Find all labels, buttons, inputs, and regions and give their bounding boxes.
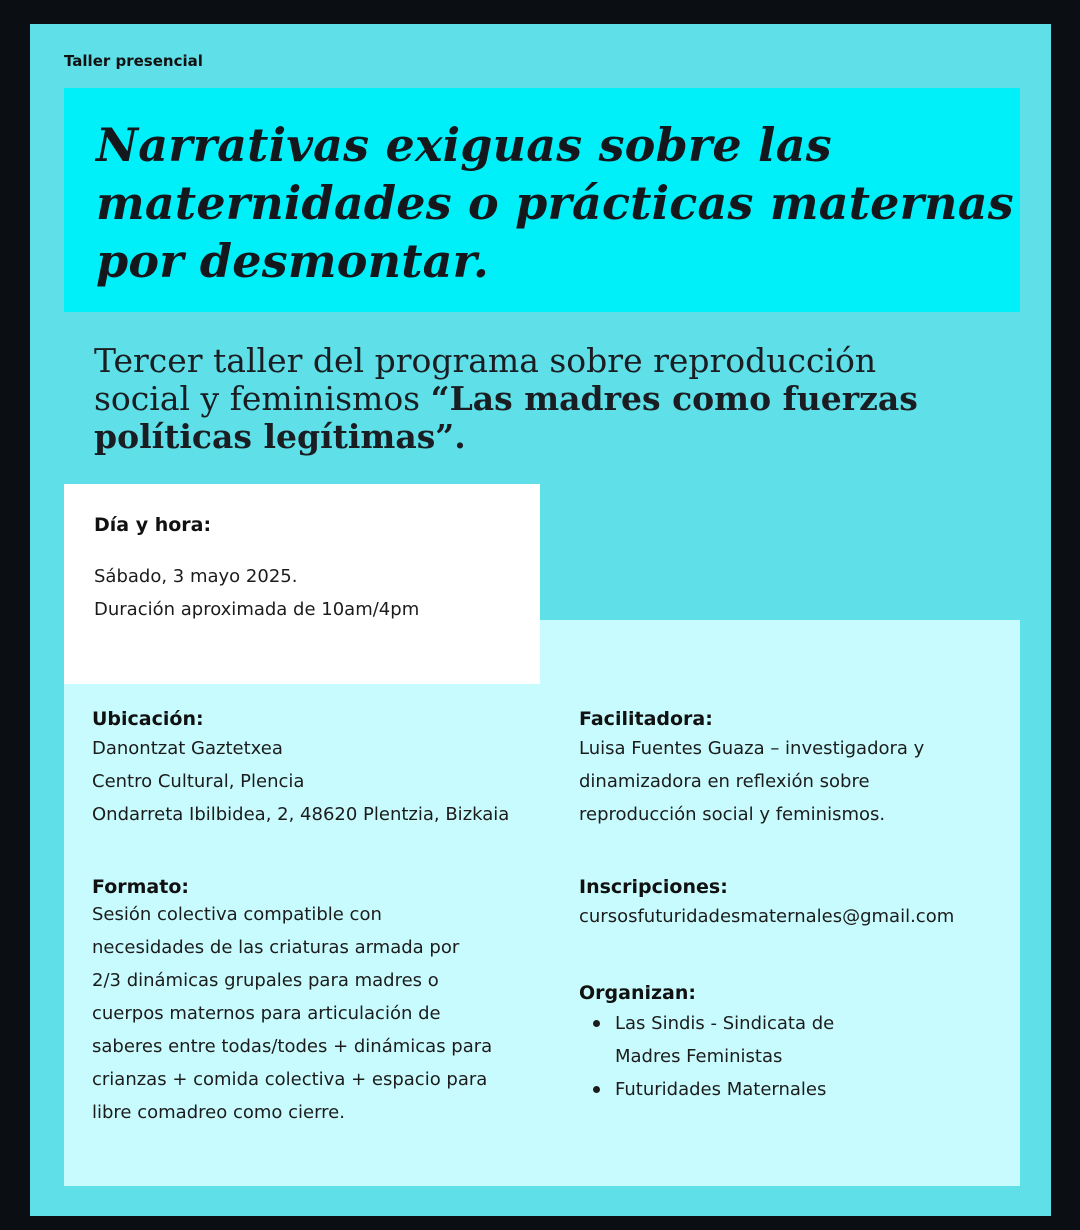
title-banner bbox=[64, 88, 1020, 312]
subtitle-line-2 bbox=[94, 380, 954, 418]
format-line: saberes entre todas/todes + dinámicas para bbox=[92, 1036, 493, 1057]
duration-line: Duración aproximada de 10am/4pm bbox=[94, 599, 420, 620]
location-section bbox=[92, 708, 562, 831]
subtitle-line-2-bold: “Las madres como fuerzas bbox=[430, 379, 918, 418]
bullet-icon bbox=[593, 1020, 600, 1027]
registration-label: Inscripciones: bbox=[579, 876, 728, 898]
organizer-item bbox=[579, 1007, 999, 1073]
format-line: Sesión colectiva compatible con bbox=[92, 904, 382, 925]
format-line: libre comadreo como cierre. bbox=[92, 1102, 345, 1123]
facilitator-line: dinamizadora en reflexión sobre bbox=[579, 771, 870, 792]
organizers-label: Organizan: bbox=[579, 982, 696, 1004]
eyebrow-label: Taller presencial bbox=[64, 52, 203, 70]
date-time-body bbox=[94, 560, 419, 626]
subtitle-line-2-plain: social y feminismos bbox=[94, 379, 431, 418]
subtitle-line-3-bold: políticas legítimas”. bbox=[94, 417, 466, 456]
registration-section bbox=[579, 876, 1019, 933]
organizers-section bbox=[579, 982, 999, 1106]
workshop-poster bbox=[30, 24, 1051, 1216]
facilitator-body bbox=[579, 732, 999, 831]
poster-title bbox=[96, 116, 1014, 290]
facilitator-line: Luisa Fuentes Guaza – investigadora y bbox=[579, 738, 925, 759]
date-line: Sábado, 3 mayo 2025. bbox=[94, 566, 298, 587]
date-time-label: Día y hora: bbox=[94, 514, 212, 536]
subtitle-line-1: Tercer taller del programa sobre reproducción bbox=[94, 341, 877, 380]
registration-email[interactable]: cursosfuturidadesmaternales@gmail.com bbox=[579, 906, 955, 927]
format-line: 2/3 dinámicas grupales para madres o bbox=[92, 970, 439, 991]
title-line-1: Narrativas exiguas sobre las bbox=[96, 118, 832, 172]
location-body bbox=[92, 732, 562, 831]
format-line: crianzas + comida colectiva + espacio para bbox=[92, 1069, 488, 1090]
location-line: Centro Cultural, Plencia bbox=[92, 771, 305, 792]
format-line: cuerpos maternos para articulación de bbox=[92, 1003, 441, 1024]
location-label: Ubicación: bbox=[92, 708, 204, 730]
location-line: Danontzat Gaztetxea bbox=[92, 738, 283, 759]
organizer-item bbox=[579, 1073, 999, 1106]
facilitator-label: Facilitadora: bbox=[579, 708, 713, 730]
organizer-line: Las Sindis - Sindicata de bbox=[615, 1013, 835, 1034]
organizer-line: Madres Feministas bbox=[615, 1046, 783, 1067]
format-label: Formato: bbox=[92, 876, 189, 898]
format-line: necesidades de las criaturas armada por bbox=[92, 937, 460, 958]
location-line: Ondarreta Ibilbidea, 2, 48620 Plentzia, Bizkaia bbox=[92, 804, 510, 825]
facilitator-section bbox=[579, 708, 999, 831]
format-section bbox=[92, 876, 532, 1129]
date-time-section bbox=[94, 514, 419, 626]
organizer-line: Futuridades Maternales bbox=[615, 1079, 827, 1100]
title-line-2: maternidades o prácticas maternas bbox=[96, 176, 1014, 230]
organizers-list bbox=[579, 1007, 999, 1106]
facilitator-line: reproducción social y feminismos. bbox=[579, 804, 886, 825]
title-line-3: por desmontar. bbox=[96, 234, 490, 288]
subtitle-line-3 bbox=[94, 418, 954, 456]
poster-subtitle bbox=[94, 342, 954, 456]
format-body bbox=[92, 898, 532, 1129]
bullet-icon bbox=[593, 1086, 600, 1093]
